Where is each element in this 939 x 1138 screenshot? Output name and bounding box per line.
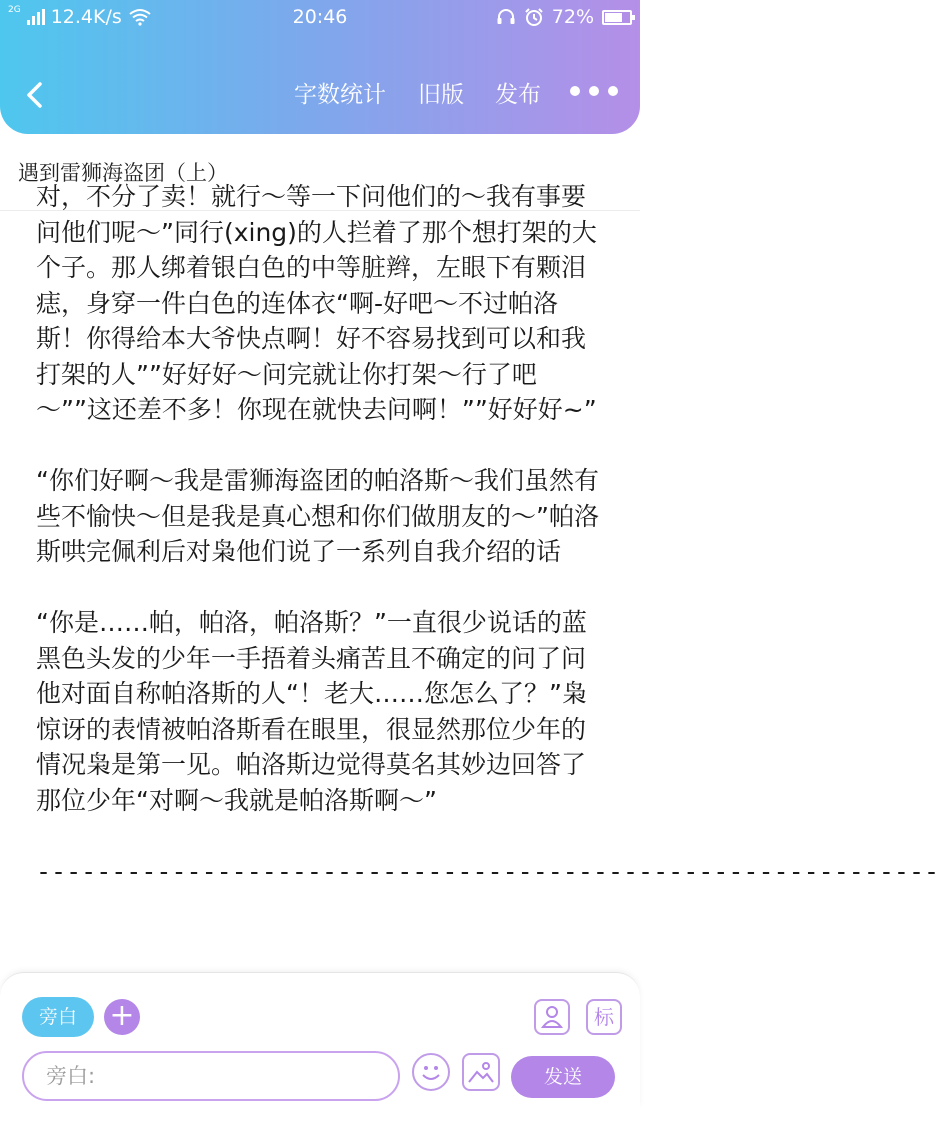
- more-dot-icon: [589, 86, 599, 96]
- narration-input[interactable]: [22, 1051, 400, 1101]
- character-button[interactable]: [534, 999, 570, 1035]
- status-right: [496, 0, 632, 34]
- mark-button[interactable]: 标: [586, 999, 622, 1035]
- paragraph: “你们好啊～我是雷狮海盗团的帕洛斯～我们虽然有些不愉快～但是我是真心想和你们做朋友的～”帕洛斯哄完佩利后对枭他们说了一系列自我介绍的话: [36, 466, 599, 566]
- add-role-button[interactable]: [104, 999, 140, 1035]
- narration-role-chip[interactable]: 旁白: [22, 997, 94, 1037]
- word-count-button[interactable]: 字数统计: [294, 82, 386, 108]
- more-dot-icon: [608, 86, 618, 96]
- chevron-left-icon: [20, 78, 50, 112]
- status-bar: [0, 0, 640, 34]
- status-time: 20:46: [292, 6, 348, 28]
- battery-fill: [605, 13, 622, 22]
- composer-panel: [0, 972, 640, 1107]
- paragraph: 对，不分了卖！就行～等一下问他们的～我有事要问他们呢～”同行(xing)的人拦着了那个想打架的大个子。那人绑着银白色的中等脏辫，左眼下有颗泪痣，身穿一件白色的连体衣“啊-好吧～不过帕洛斯！你得给本大爷快点啊！好不容易找到可以和我打架的人””好好好～问完就让你打架～行了吧～””这还差不多！你现在就快去问啊！””好好好~”: [36, 182, 597, 424]
- section-divider: ------------------------------------------------------------: [36, 856, 939, 886]
- plus-icon: +: [109, 998, 135, 1033]
- user-icon: [536, 1001, 568, 1033]
- send-button[interactable]: 发送: [511, 1056, 615, 1098]
- battery-percent: 72%: [551, 6, 594, 28]
- old-version-button[interactable]: 旧版: [418, 82, 464, 108]
- alarm-icon: [524, 7, 544, 27]
- paragraph: “你是……帕，帕洛，帕洛斯？”一直很少说话的蓝黑色头发的少年一手捂着头痛苦且不确定的问了问他对面自称帕洛斯的人“！老大……您怎么了？”枭惊讶的表情被帕洛斯看在眼里，很显然那位少年的情况枭是第一见。帕洛斯边觉得莫名其妙边回答了那位少年“对啊～我就是帕洛斯啊～”: [36, 608, 587, 815]
- document-title[interactable]: 遇到雷狮海盗团（上）: [18, 161, 228, 185]
- image-button[interactable]: [462, 1053, 500, 1091]
- emoji-button[interactable]: [412, 1053, 450, 1091]
- more-menu-button[interactable]: [570, 86, 618, 96]
- headset-icon: [496, 8, 516, 26]
- battery-icon: [602, 10, 632, 25]
- network-speed: 12.4K/s: [50, 6, 122, 28]
- bottom-bar: [0, 1107, 640, 1138]
- publish-button[interactable]: 发布: [495, 82, 541, 108]
- back-button[interactable]: [20, 78, 50, 112]
- network-type: 2G: [8, 4, 21, 15]
- image-icon: [464, 1055, 498, 1089]
- smiley-icon: [414, 1055, 448, 1089]
- editor-content[interactable]: [36, 182, 939, 971]
- header: [0, 0, 640, 134]
- toolbar: [0, 66, 640, 124]
- more-dot-icon: [570, 86, 580, 96]
